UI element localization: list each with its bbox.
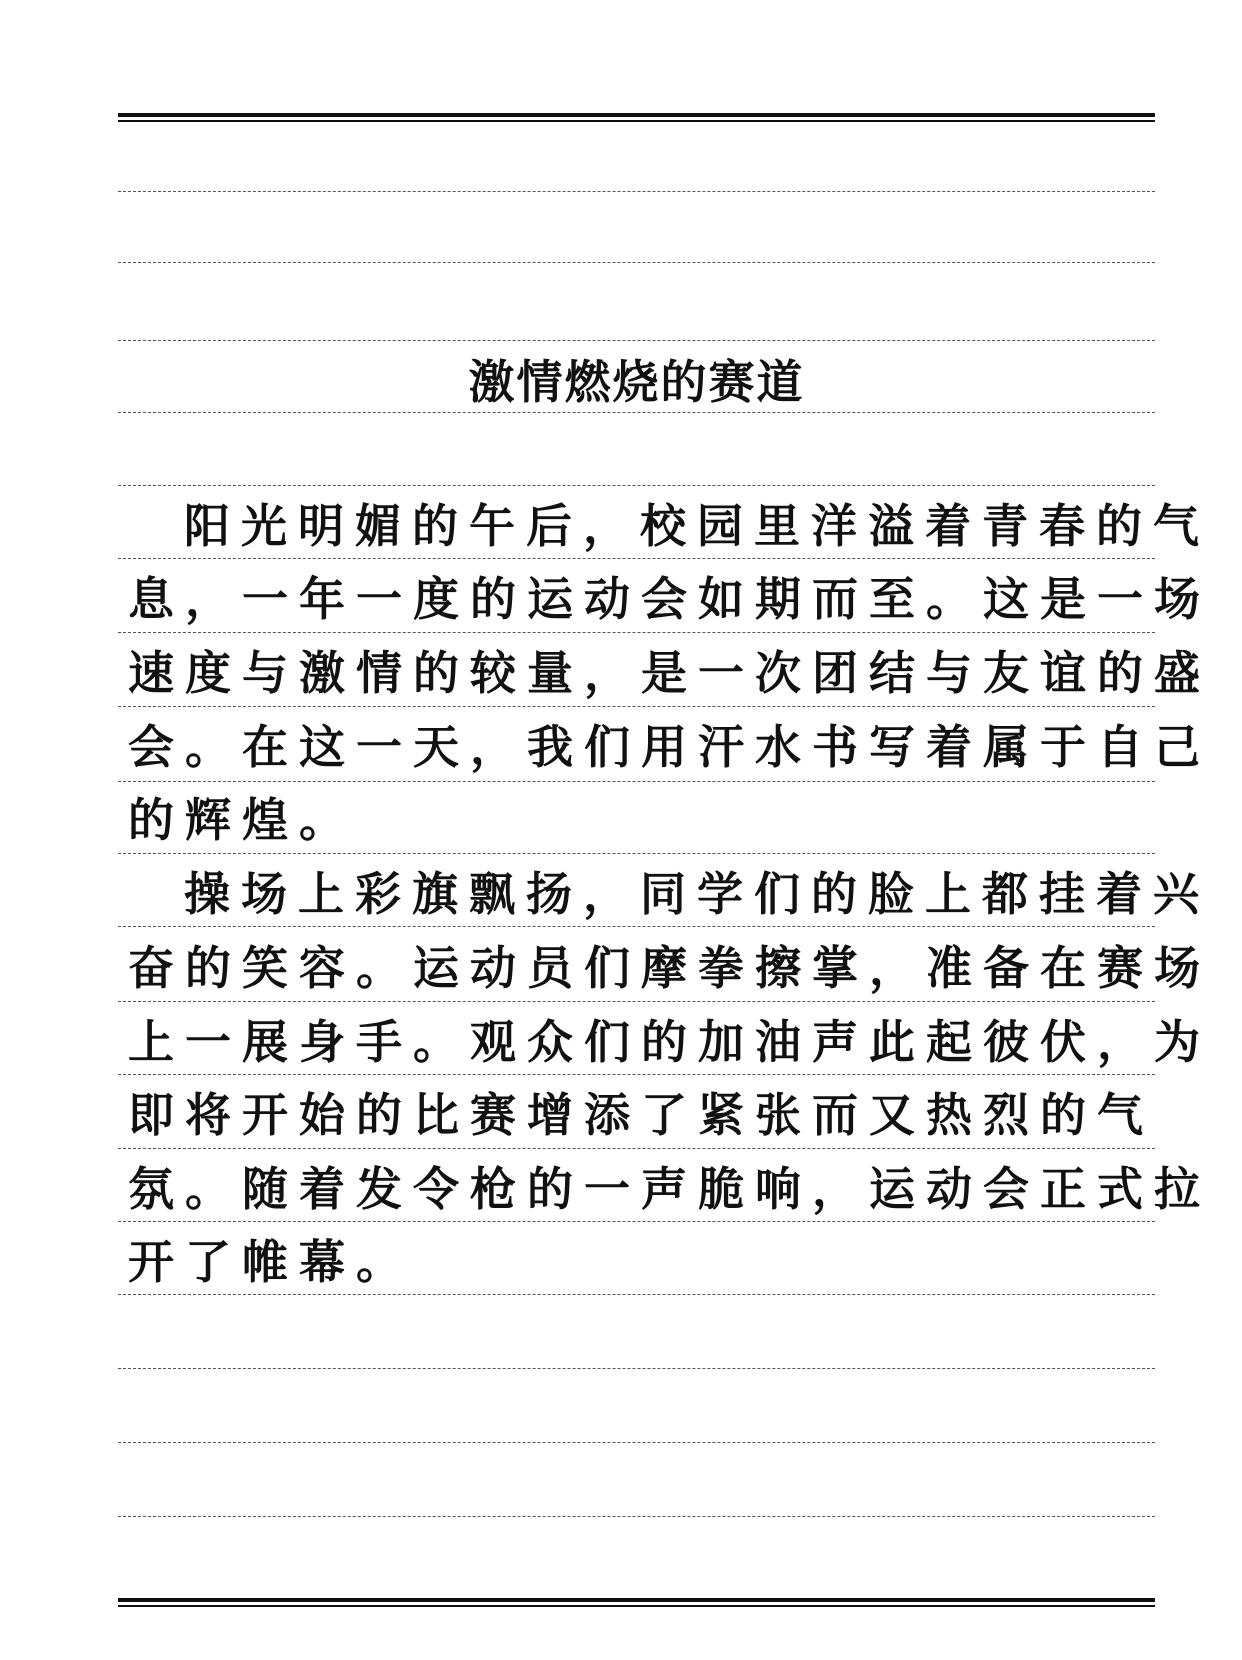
top-double-rule [118,113,1155,122]
ruled-line [118,1516,1155,1517]
essay-line: 奋的笑容。运动员们摩拳擦掌，准备在赛场 [128,941,1211,995]
ruled-line [118,853,1155,854]
ruled-line [118,632,1155,633]
ruled-line [118,1001,1155,1002]
ruled-line [118,1442,1155,1443]
ruled-line [118,558,1155,559]
essay-title: 激情燃烧的赛道 [468,355,805,409]
essay-line: 阳光明媚的午后，校园里洋溢着青春的气 [184,499,1210,553]
essay-line: 氛。随着发令枪的一声脆响，运动会正式拉 [128,1162,1211,1216]
ruled-line [118,1221,1155,1222]
ruled-line [118,706,1155,707]
ruled-line [118,1368,1155,1369]
ruled-line [118,340,1155,341]
ruled-line [118,485,1155,486]
ruled-line [118,781,1155,782]
ruled-line [118,1148,1155,1149]
essay-line: 的辉煌。 [128,793,356,847]
essay-line: 即将开始的比赛增添了紧张而又热烈的气 [128,1088,1154,1142]
ruled-line [118,262,1155,263]
ruled-line [118,926,1155,927]
ruled-line [118,1074,1155,1075]
ruled-line [118,191,1155,192]
essay-line: 上一展身手。观众们的加油声此起彼伏，为 [128,1015,1211,1069]
essay-line: 息，一年一度的运动会如期而至。这是一场 [128,572,1211,626]
ruled-line [118,1294,1155,1295]
essay-line: 操场上彩旗飘扬，同学们的脸上都挂着兴 [184,867,1210,921]
bottom-double-rule [118,1598,1155,1607]
essay-line: 开了帷幕。 [128,1235,413,1289]
ruled-line [118,412,1155,413]
essay-line: 会。在这一天，我们用汗水书写着属于自己 [128,720,1211,774]
essay-line: 速度与激情的较量，是一次团结与友谊的盛 [128,646,1211,700]
